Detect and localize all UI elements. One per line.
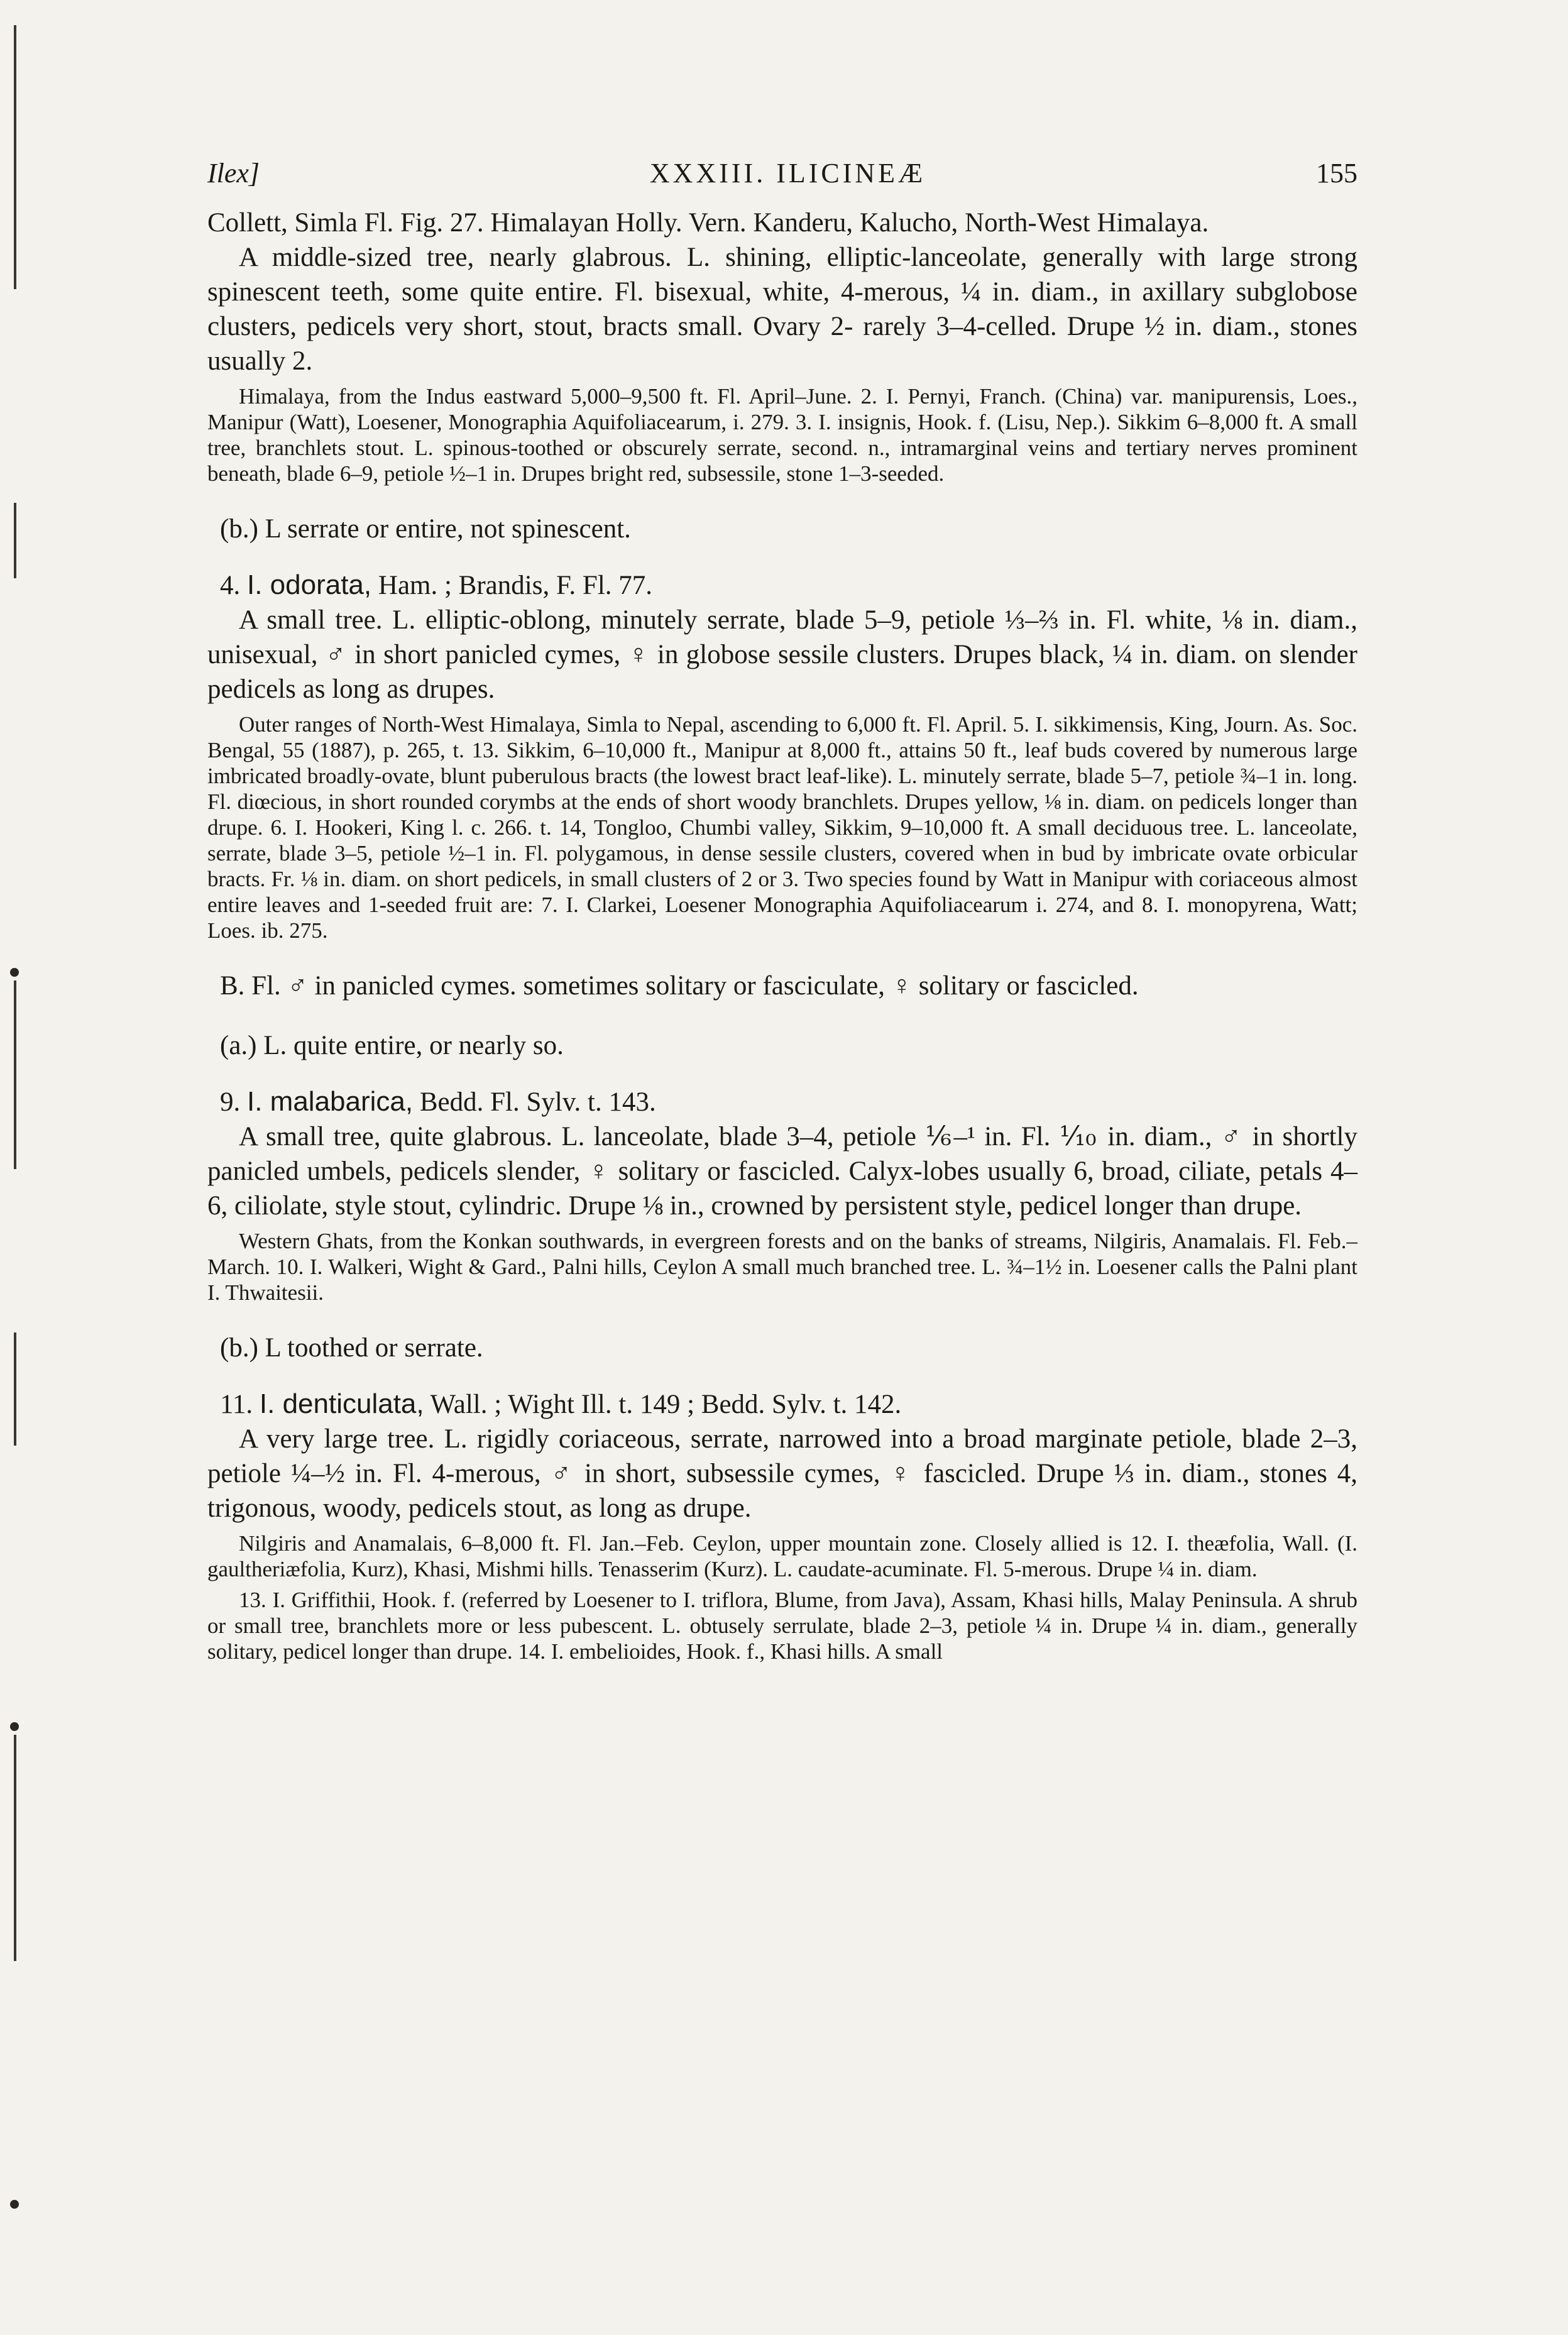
species-heading xyxy=(207,568,1357,603)
scan-edge-line xyxy=(14,1332,16,1446)
description-paragraph: A middle-sized tree, nearly glabrous. L. shining, elliptic-lanceolate, generally with large strong spinescent teeth, some quite entire. Fl. bisexual, white, 4-merous, ¼ in. diam., in axillary subglobose clusters, pedicels very short, stout, bracts small. Ovary 2- rarely 3–4-celled. Drupe ½ in. diam., stones usually 2. xyxy=(207,243,1357,376)
species-heading xyxy=(207,1084,1357,1119)
species-number: 9. xyxy=(220,1087,247,1117)
main-paragraph: Collett, Simla Fl. Fig. 27. Himalayan Holly. Vern. Kanderu, Kalucho, North-West Himalaya. xyxy=(207,208,1209,238)
scan-edge-line xyxy=(14,981,16,1169)
section-heading: (b.) L toothed or serrate. xyxy=(220,1333,483,1363)
species-name: I. odorata, xyxy=(247,569,372,600)
page-number: 155 xyxy=(1316,158,1357,189)
page-body xyxy=(207,206,1357,1664)
section-heading: (b.) L serrate or entire, not spinescent. xyxy=(220,514,631,544)
scan-edge-dot xyxy=(10,968,19,977)
note-paragraph: Outer ranges of North-West Himalaya, Simla to Nepal, ascending to 6,000 ft. Fl. April. 5. I. sikkimensis, King, Journ. As. Soc. Bengal, 55 (1887), p. 265, t. 13. Sikkim, 6–10,000 ft., Manipur at 8,000 ft., attains 50 ft., leaf buds covered by numerous large imbricated broadly-ovate, blunt puberulous bracts (the lowest bract leaf-like). L. minutely serrate, blade 5–7, petiole ¾–1 in. long. Fl. diœcious, in short rounded corymbs at the ends of short woody branchlets. Drupes yellow, ⅛ in. diam. on pedicels longer than drupe. 6. I. Hookeri, King l. c. 266. t. 14, Tongloo, Chumbi valley, Sikkim, 9–10,000 ft. A small deciduous tree. L. lanceolate, serrate, blade 3–5, petiole ½–1 in. Fl. polygamous, in dense sessile clusters, covered when in bud by imbricate ovate orbicular bracts. Fr. ⅛ in. diam. on short pedicels, in small clusters of 2 or 3. Two species found by Watt in Manipur with coriaceous almost entire leaves and 1-seeded fruit are: 7. I. Clarkei, Loesener Monographia Aquifoliacearum i. 274, and 8. I. monopyrena, Watt; Loes. ib. 275. xyxy=(207,712,1357,943)
scan-edge-line xyxy=(14,25,16,289)
note-paragraph: 13. I. Griffithii, Hook. f. (referred by Loesener to I. triflora, Blume, from Java), Assam, Khasi hills, Malay Peninsula. A shrub or small tree, branchlets more or less pubescent. L. obtusely serrulate, blade 2–3, petiole ¼ in. Drupe ¼ in. diam., generally solitary, pedicel longer than drupe. 14. I. embelioides, Hook. f., Khasi hills. A small xyxy=(207,1588,1357,1664)
running-head-family: XXXIII. ILICINEÆ xyxy=(649,158,926,189)
description-paragraph: A small tree. L. elliptic-oblong, minutely serrate, blade 5–9, petiole ⅓–⅔ in. Fl. white, ⅛ in. diam., unisexual, ♂ in short panicled cymes, ♀ in globose sessile clusters. Drupes black, ¼ in. diam. on slender pedicels as long as drupes. xyxy=(207,605,1357,704)
scan-edge-dot xyxy=(10,1722,19,1731)
description-paragraph: A small tree, quite glabrous. L. lanceolate, blade 3–4, petiole ⅙–¹ in. Fl. ⅒ in. diam., ♂ in shortly panicled umbels, pedicels slender, ♀ solitary or fascicled. Calyx-lobes usually 6, broad, ciliate, petals 4–6, ciliolate, style stout, cylindric. Drupe ⅛ in., crowned by persistent style, pedicel longer than drupe. xyxy=(207,1122,1357,1221)
book-page xyxy=(207,157,1357,1664)
species-number: 11. xyxy=(220,1390,260,1419)
running-head xyxy=(207,157,1357,189)
note-paragraph: Himalaya, from the Indus eastward 5,000–9,500 ft. Fl. April–June. 2. I. Pernyi, Franch. (China) var. manipurensis, Loes., Manipur (Watt), Loesener, Monographia Aquifoliacearum, i. 279. 3. I. insignis, Hook. f. (Lisu, Nep.). Sikkim 6–8,000 ft. A small tree, branchlets stout. L. spinous-toothed or obscurely serrate, second. n., intramarginal veins and tertiary nerves prominent beneath, blade 6–9, petiole ½–1 in. Drupes bright red, subsessile, stone 1–3-seeded. xyxy=(207,384,1357,486)
species-citation: Wall. ; Wight Ill. t. 149 ; Bedd. Sylv. t. 142. xyxy=(424,1390,902,1419)
scan-edge-dot xyxy=(10,2200,19,2209)
scan-edge-line xyxy=(14,503,16,578)
section-heading: (a.) L. quite entire, or nearly so. xyxy=(220,1031,564,1060)
section-heading: B. Fl. ♂ in panicled cymes. sometimes solitary or fasciculate, ♀ solitary or fascicled. xyxy=(220,971,1139,1001)
note-paragraph: Nilgiris and Anamalais, 6–8,000 ft. Fl. Jan.–Feb. Ceylon, upper mountain zone. Closely allied is 12. I. theæfolia, Wall. (I. gaultheriæfolia, Kurz), Khasi, Mishmi hills. Tenasserim (Kurz). L. caudate-acuminate. Fl. 5-merous. Drupe ¼ in. diam. xyxy=(207,1531,1357,1581)
running-head-genus: Ilex] xyxy=(207,158,260,189)
note-paragraph: Western Ghats, from the Konkan southwards, in evergreen forests and on the banks of streams, Nilgiris, Anamalais. Fl. Feb.–March. 10. I. Walkeri, Wight & Gard., Palni hills, Ceylon A small much branched tree. L. ¾–1½ in. Loesener calls the Palni plant I. Thwaitesii. xyxy=(207,1229,1357,1305)
species-citation: Ham. ; Brandis, F. Fl. 77. xyxy=(371,571,653,600)
species-name: I. denticulata, xyxy=(259,1388,424,1419)
species-heading xyxy=(207,1387,1357,1422)
description-paragraph: A very large tree. L. rigidly coriaceous, serrate, narrowed into a broad marginate petiole, blade 2–3, petiole ¼–½ in. Fl. 4-merous, ♂ in short, subsessile cymes, ♀ fascicled. Drupe ⅓ in. diam., stones 4, trigonous, woody, pedicels stout, as long as drupe. xyxy=(207,1424,1357,1523)
scan-edge-line xyxy=(14,1735,16,1961)
species-name: I. malabarica, xyxy=(247,1086,414,1117)
species-citation: Bedd. Fl. Sylv. t. 143. xyxy=(413,1087,656,1117)
species-number: 4. xyxy=(220,571,247,600)
